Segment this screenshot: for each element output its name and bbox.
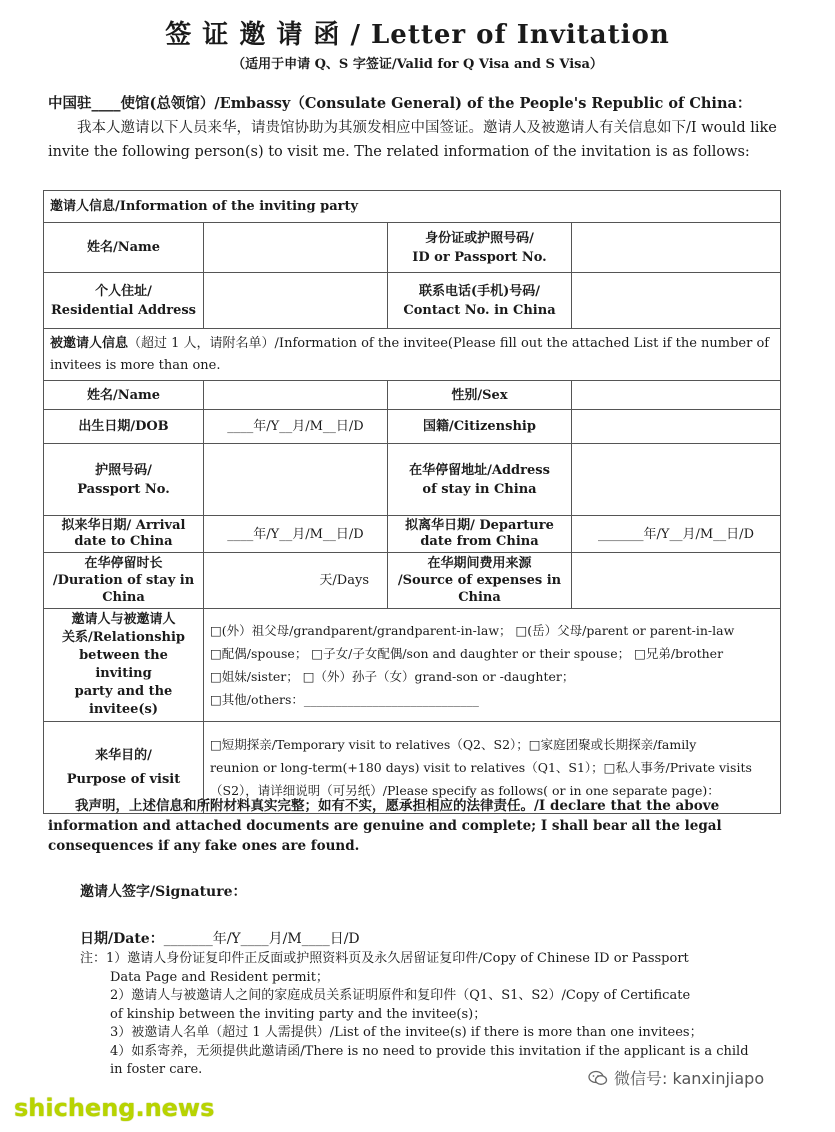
- stay-address-field[interactable]: [572, 444, 781, 516]
- note-line-3: 3）被邀请人名单（超过 1 人需提供）/List of the invitee(s) if there is more than one invitees；: [110, 1025, 703, 1040]
- relationship-options[interactable]: [204, 609, 781, 722]
- arrival-label-en: date to China: [74, 534, 173, 549]
- inviting-section-header: 邀请人信息/Information of the inviting party: [44, 191, 781, 223]
- relationship-option-line[interactable]: □配偶/spouse； □子女/子女配偶/son and daughter or their spouse； □兄弟/brother: [210, 646, 724, 661]
- inviter-address-label-en: Residential Address: [51, 302, 196, 318]
- relationship-label-en1: between the inviting: [79, 648, 168, 681]
- purpose-option-line[interactable]: （S2），请详细说明（可另纸）/Please specify as follows( or in one separate page)：: [210, 783, 720, 798]
- inviter-contact-label-cn: 联系电话(手机)号码/: [418, 283, 541, 299]
- duration-field[interactable]: 天/Days: [204, 553, 388, 609]
- invitee-passport-label-cn: 护照号码/: [95, 462, 152, 478]
- inviter-contact-label: [388, 273, 572, 329]
- declaration-statement: [48, 796, 778, 856]
- wechat-icon: [588, 1070, 608, 1086]
- inviter-address-field[interactable]: [204, 273, 388, 329]
- date-fill-field[interactable]: _______年/Y____月/M____日/D: [163, 931, 360, 947]
- arrival-label-cn: 拟来华日期/ Arrival: [61, 518, 186, 533]
- duration-label-en2: China: [102, 590, 145, 605]
- invitee-header-note: （超过 1 人，请附名单）/Information of the invitee(Please fill out the attached List if the number of invitees is more than one.: [50, 335, 770, 373]
- inviter-contact-label-en: Contact No. in China: [403, 302, 556, 318]
- date-line: [80, 928, 360, 948]
- expenses-label-cn: 在华期间费用来源: [427, 556, 532, 571]
- invitee-sex-label: 性别/Sex: [388, 381, 572, 410]
- note-item-1: 1）邀请人身份证复印件正反面或护照资料页及永久居留证复印件/Copy of Chinese ID or Passport: [106, 951, 689, 966]
- relationship-option-line[interactable]: □姐妹/sister； □（外）孙子（女）grand-son or -daughter；: [210, 669, 575, 684]
- invitee-name-field[interactable]: [204, 381, 388, 410]
- inviter-address-label-cn: 个人住址/: [95, 283, 152, 299]
- intro-text: 我本人邀请以下人员来华，请贵馆协助为其颁发相应中国签证。邀请人及被邀请人有关信息如下/I would like invite the following person(s) to visit me. The related information of the invitation is as follows:: [48, 120, 777, 160]
- arrival-date-field[interactable]: ____年/Y__月/M__日/D: [204, 516, 388, 553]
- duration-label-cn: 在华停留时长: [84, 556, 163, 571]
- departure-date-field[interactable]: _______年/Y__月/M__日/D: [572, 516, 781, 553]
- inviter-name-field[interactable]: [204, 223, 388, 273]
- note-line-4: 4）如系寄养，无须提供此邀请函/There is no need to provide this invitation if the applicant is a child: [110, 1043, 749, 1059]
- purpose-label-en: Purpose of visit: [66, 771, 181, 787]
- inviter-id-label-cn: 身份证或护照号码/: [425, 230, 534, 246]
- expenses-label: [388, 553, 572, 609]
- departure-label-cn: 拟离华日期/ Departure: [405, 518, 554, 533]
- wechat-watermark: [588, 1066, 764, 1089]
- invitee-citizenship-field[interactable]: [572, 410, 781, 444]
- invitee-name-label: 姓名/Name: [44, 381, 204, 410]
- arrival-date-label: [44, 516, 204, 553]
- relationship-label-en3: invitee(s): [88, 702, 159, 717]
- relationship-label-cn2: 关系/Relationship: [61, 630, 186, 645]
- note-line-2: 2）邀请人与被邀请人之间的家庭成员关系证明原件和复印件（Q1、S1、S2）/Copy of Certificate: [110, 988, 691, 1003]
- relationship-option-line[interactable]: □其他/others：____________________________: [210, 692, 479, 707]
- expenses-field[interactable]: [572, 553, 781, 609]
- invitee-passport-label-en: Passport No.: [77, 481, 170, 497]
- relationship-label-cn1: 邀请人与被邀请人: [71, 612, 176, 627]
- invitation-form-table: [43, 190, 781, 814]
- stay-address-label: [388, 444, 572, 516]
- invitee-dob-field[interactable]: ____年/Y__月/M__日/D: [204, 410, 388, 444]
- stay-address-label-en: of stay in China: [422, 481, 537, 497]
- notes-prefix: 注：: [80, 951, 107, 966]
- letter-subtitle: （适用于申请 Q、S 字签证/Valid for Q Visa and S Visa）: [232, 57, 603, 72]
- date-label: 日期/Date：: [80, 931, 164, 947]
- duration-label-en1: /Duration of stay in: [52, 573, 195, 588]
- invitee-section-header: [44, 329, 781, 381]
- purpose-option-line[interactable]: □短期探亲/Temporary visit to relatives（Q2、S2）；□家庭团聚或长期探亲/family: [210, 737, 697, 752]
- note-line-1b: Data Page and Resident permit；: [110, 969, 329, 985]
- invitee-passport-field[interactable]: [204, 444, 388, 516]
- note-line-1: [80, 950, 780, 969]
- inviter-address-label: [44, 273, 204, 329]
- inviter-contact-field[interactable]: [572, 273, 781, 329]
- site-watermark: shicheng.news: [14, 1094, 215, 1122]
- departure-date-label: [388, 516, 572, 553]
- inviter-id-label-en: ID or Passport No.: [412, 249, 547, 265]
- purpose-option-line[interactable]: reunion or long-term(+180 days) visit to relatives（Q1、S1）；□私人事务/Private visits: [210, 760, 752, 775]
- addressee-line: 中国驻____使馆(总领馆）/Embassy（Consulate General) of the People's Republic of China：: [48, 95, 752, 112]
- declaration-text: 我声明，上述信息和所附材料真实完整；如有不实，愿承担相应的法律责任。/I declare that the above information and attached documents are genuine and complete; I shall bear all the legal consequences if any fake ones are found.: [48, 798, 722, 854]
- letter-title: 签 证 邀 请 函 / Letter of Invitation: [165, 20, 670, 50]
- note-line-2b: of kinship between the inviting party and the invitee(s)；: [110, 1006, 487, 1022]
- inviter-id-field[interactable]: [572, 223, 781, 273]
- inviter-id-label: [388, 223, 572, 273]
- invitee-header-cn: 被邀请人信息: [50, 335, 129, 351]
- inviter-name-label: 姓名/Name: [44, 223, 204, 273]
- expenses-label-en2: China: [458, 590, 501, 605]
- duration-label: [44, 553, 204, 609]
- wechat-id-text: 微信号: kanxinjiapo: [614, 1069, 765, 1088]
- invitee-dob-label: 出生日期/DOB: [44, 410, 204, 444]
- invitee-citizenship-label: 国籍/Citizenship: [388, 410, 572, 444]
- departure-label-en: date from China: [420, 534, 539, 549]
- note-line-4b: in foster care.: [110, 1062, 203, 1077]
- purpose-label-cn: 来华目的/: [95, 747, 152, 763]
- invitee-passport-label: [44, 444, 204, 516]
- intro-paragraph: [48, 116, 788, 164]
- relationship-label-en2: party and the: [74, 684, 173, 699]
- expenses-label-en1: /Source of expenses in: [397, 573, 562, 588]
- signature-label: 邀请人签字/Signature：: [80, 884, 247, 900]
- notes-block: [80, 950, 780, 1080]
- relationship-label: [44, 609, 204, 722]
- invitee-sex-field[interactable]: [572, 381, 781, 410]
- relationship-option-line[interactable]: □(外）祖父母/grandparent/grandparent-in-law； □(岳）父母/parent or parent-in-law: [210, 623, 735, 638]
- stay-address-label-cn: 在华停留地址/Address: [409, 462, 550, 478]
